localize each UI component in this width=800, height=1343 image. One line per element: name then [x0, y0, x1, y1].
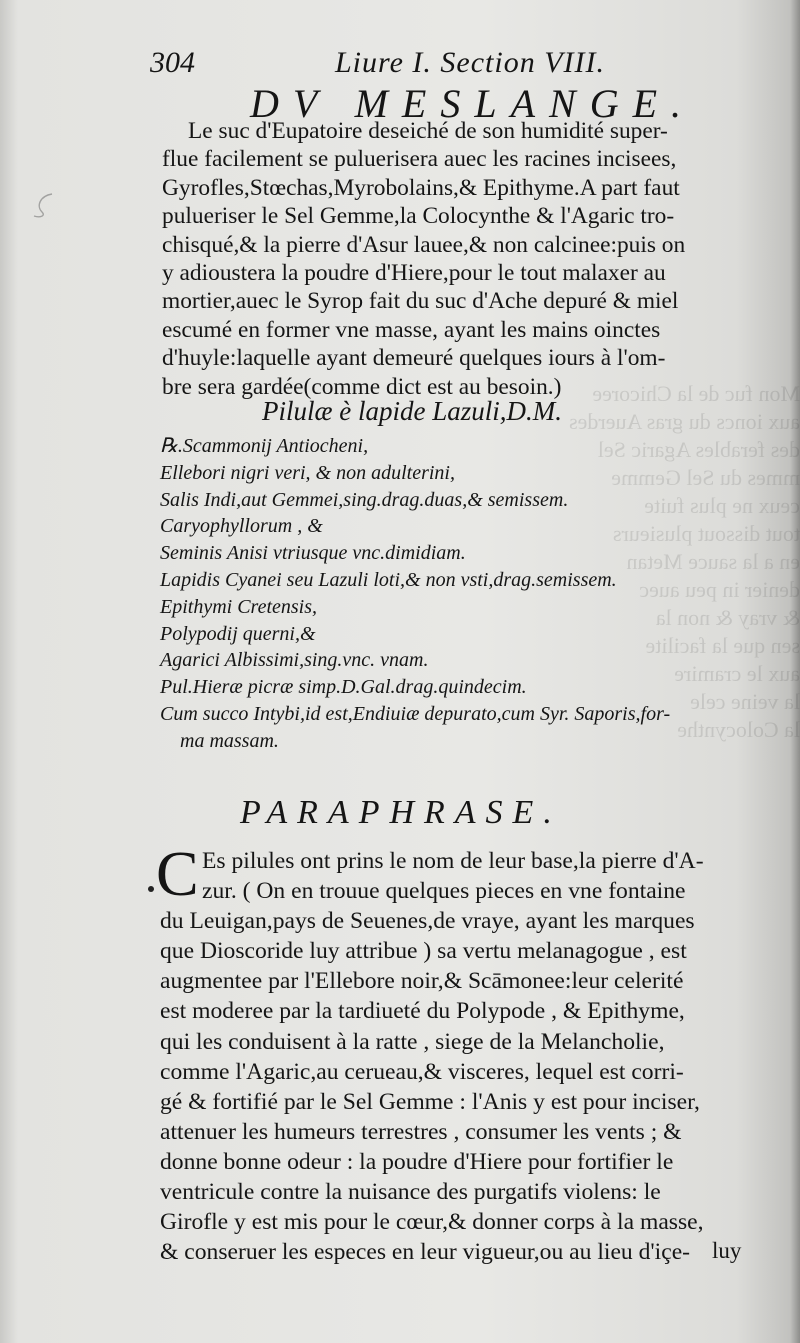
paraphrase-line: comme l'Agaric,au cerueau,& visceres, lequel est corri-	[160, 1058, 684, 1085]
recipe-line: ℞.Scammonij Antiocheni,	[160, 435, 369, 457]
body-line: chisqué,& la pierre d'Asur lauee,& non calcinee:puis on	[162, 231, 686, 258]
body-line: escumé en former vne masse, ayant les mains oinctes	[162, 316, 661, 343]
body-line: d'huyle:laquelle ayant demeuré quelques iours à l'om-	[162, 345, 666, 372]
body-line: puluerisеr le Sel Gemme,la Colocynthe & l'Agaric tro-	[162, 203, 675, 230]
paraphrase-line: zur. ( On en trouue quelques pieces en vne fontaine	[202, 878, 686, 905]
recipe-line: Caryophyllorum , &	[160, 515, 323, 538]
margin-dot	[148, 886, 154, 892]
body-line: Le suc d'Eupatoire deseiché de son humidité super-	[188, 118, 668, 144]
body-line: bre sera gardée(comme dict est au besoin.)	[162, 373, 562, 400]
paraphrase-line: Girofle y est mis pour le cœur,& donner corps à la masse,	[160, 1209, 704, 1236]
recipe-line: Agarici Albissimi,sing.vnc. vnam.	[160, 649, 429, 672]
page-edge-shadow	[790, 0, 800, 1343]
recipe-line: Epithymi Cretensis,	[160, 595, 318, 618]
page-number: 304	[150, 46, 195, 79]
recipe-line: Seminis Anisi vtriusque vnc.dimidiam.	[160, 542, 466, 565]
paraphrase-paragraph	[160, 846, 760, 1267]
body-line: mortier,auec le Syrop fait du suc d'Ache depuré & miel	[162, 288, 679, 315]
catchword: luy	[712, 1238, 742, 1263]
recipe-line: Polypodij querni,&	[160, 622, 316, 645]
paraphrase-line: du Leuigan,pays de Seuenes,de vraye, ayant les marques	[160, 908, 695, 935]
recipe-line: ma massam.	[180, 729, 279, 752]
drop-cap: C	[156, 838, 199, 909]
paraphrase-line: attenuer les humeurs terrestres , consumer les vents ; &	[160, 1118, 682, 1145]
paraphrase-line: est moderee par la tardiueté du Polypode , & Epithyme,	[160, 998, 685, 1025]
recipe-list	[160, 433, 770, 755]
paraphrase-line: Es pilules ont prins le nom de leur base,la pierre d'A-	[202, 848, 704, 874]
running-head: Liure I. Section VIII.	[335, 46, 605, 79]
paraphrase-line: qui les conduisent à la ratte , siege de la Melancholie,	[160, 1028, 665, 1055]
body-paragraph	[162, 117, 762, 401]
recipe-line: Salis Indi,aut Gemmei,sing.drag.duas,& semissem.	[160, 488, 569, 511]
recipe-title: Pilulæ è lapide Lazuli,D.M.	[262, 396, 562, 426]
paraphrase-line: que Dioscoride luy attribue ) sa vertu melanagogue , est	[160, 938, 687, 965]
body-line: y adioustera la poudre d'Hiere,pour le tout malaxer au	[162, 259, 666, 286]
paraphrase-line: gé & fortifié par le Sel Gemme : l'Anis y est pour inciser,	[160, 1088, 700, 1115]
recipe-line: Ellebori nigri veri, & non adulterini,	[160, 461, 455, 484]
section-title: DV MESLANGE.	[250, 81, 696, 126]
paraphrase-line: donne bonne odeur : la poudre d'Hiere pour fortifier le	[160, 1148, 674, 1175]
paraphrase-line: augmentee par l'Ellebore noir,& Scāmonee:leur celerité	[160, 968, 684, 995]
recipe-line: Pul.Hieræ picræ simp.D.Gal.drag.quindecim.	[160, 676, 527, 699]
paraphrase-line: & conseruer les especes en leur vigueur,ou au lieu d'içe-	[160, 1239, 691, 1266]
show-through-text: Mon fuc de la Chicoree aux ioncs du gras Auerdes des ferables Agaric Sel mmes du Sel Gemme ceux ne plus fuite tout dissout plusieurs en a la sauce Metan denier in peu auec & vray & non la sen que la facilite aux le cramire la veine cele la Colocynthe	[569, 381, 800, 742]
recipe-line: Lapidis Cyanei seu Lazuli loti,& non vsti,drag.semissem.	[160, 568, 617, 591]
recipe-line: Cum succo Intybi,id est,Endiuiæ depurato,cum Syr. Saporis,for-	[160, 702, 671, 725]
paraphrase-title: PARAPHRASE.	[240, 794, 562, 831]
body-line: flue facilement se puluerisera auec les racines incisees,	[162, 146, 677, 173]
margin-pen-mark	[30, 190, 58, 220]
body-line: Gyrofles,Stœchas,Myrobolains,& Epithyme.A part faut	[162, 174, 680, 201]
paraphrase-line: ventricule contre la nuisance des purgatifs violens: le	[160, 1179, 661, 1206]
